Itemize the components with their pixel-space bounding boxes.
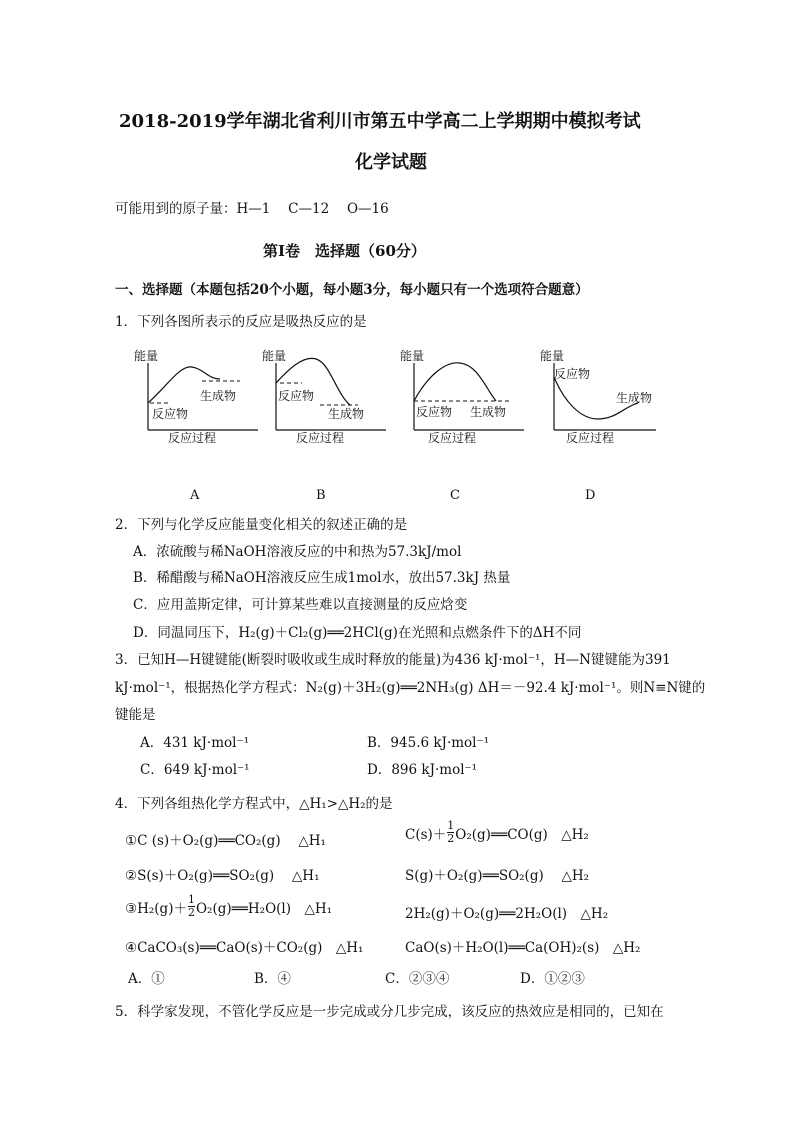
reactant-label: 反应物 (152, 407, 189, 421)
fraction-den: 2 (447, 832, 455, 845)
fraction-num: 1 (187, 893, 195, 906)
option-letter-a: A (190, 488, 200, 503)
option-letter-c: C (450, 488, 460, 503)
fraction-num: 1 (447, 819, 455, 832)
q3-option-c: C．649 kJ·mol⁻¹ (140, 762, 250, 778)
q3-option-d: D．896 kJ·mol⁻¹ (367, 762, 478, 778)
energy-diagram-c (396, 345, 526, 445)
process-label: 反应过程 (566, 431, 615, 445)
q4-row3-left (125, 894, 332, 919)
question-2-stem: 2．下列与化学反应能量变化相关的叙述正确的是 (115, 517, 408, 533)
q4-row2-left: ②S(s)＋O₂(g)══SO₂(g) △H₁ (125, 868, 320, 884)
q4-row1-left: ①C (s)＋O₂(g)══CO₂(g) △H₁ (125, 833, 326, 849)
fraction (188, 894, 195, 919)
q2-option-a: A．浓硫酸与稀NaOH溶液反应的中和热为57.3kJ/mol (133, 544, 462, 560)
fraction (447, 820, 454, 845)
energy-diagram-a (130, 345, 260, 445)
q4-option-d: D．①②③ (520, 971, 585, 987)
question-3-line-2: kJ·mol⁻¹，根据热化学方程式：N₂(g)＋3H₂(g)══2NH₃(g) ΔH＝－92.4 kJ·mol⁻¹。则N≡N键的 (115, 680, 706, 696)
process-label: 反应过程 (296, 431, 345, 445)
q4-option-b: B．④ (254, 971, 291, 987)
product-label: 生成物 (616, 391, 653, 405)
q4-row3-right: 2H₂(g)＋O₂(g)══2H₂O(l) △H₂ (405, 906, 609, 922)
energy-label: 能量 (134, 349, 159, 363)
reactant-label: 反应物 (554, 367, 591, 381)
q3-option-a: A．431 kJ·mol⁻¹ (140, 735, 249, 751)
fraction-den: 2 (187, 906, 195, 919)
q4-row1-right (405, 820, 589, 845)
section-title: 第Ⅰ卷 选择题（60分） (263, 242, 426, 260)
question-3-line-3: 键能是 (115, 707, 156, 723)
q2-option-b: B．稀醋酸与稀NaOH溶液反应生成1mol水，放出57.3kJ 热量 (133, 570, 511, 586)
energy-diagram-b (258, 345, 388, 445)
q4-option-c: C．②③④ (385, 971, 450, 987)
reactant-label: 反应物 (416, 405, 453, 419)
question-4-stem: 4．下列各组热化学方程式中，△H₁>△H₂的是 (115, 796, 393, 812)
q4-row4-right: CaO(s)＋H₂O(l)══Ca(OH)₂(s) △H₂ (405, 940, 641, 956)
q4-row4-left: ④CaCO₃(s)══CaO(s)＋CO₂(g) △H₁ (125, 940, 364, 956)
energy-label: 能量 (262, 349, 287, 363)
q4-row3-left-prefix: ③H₂(g)＋ (125, 900, 187, 917)
energy-label: 能量 (540, 349, 565, 363)
option-letter-b: B (316, 488, 326, 503)
q4-row3-left-suffix: O₂(g)══H₂O(l) △H₁ (195, 900, 333, 917)
q2-option-c: C．应用盖斯定律，可计算某些难以直接测量的反应焓变 (133, 597, 468, 613)
product-label: 生成物 (200, 389, 237, 403)
q3-option-b: B．945.6 kJ·mol⁻¹ (367, 735, 490, 751)
process-label: 反应过程 (168, 431, 217, 445)
part-instructions: 一、选择题（本题包括20个小题，每小题3分，每小题只有一个选项符合题意） (115, 282, 589, 298)
q4-option-a: A．① (128, 971, 165, 987)
energy-label: 能量 (400, 349, 425, 363)
exam-title: 2018-2019学年湖北省利川市第五中学高二上学期期中模拟考试 (119, 111, 641, 132)
product-label: 生成物 (328, 407, 365, 421)
reactant-label: 反应物 (278, 389, 315, 403)
q2-option-d: D．同温同压下，H₂(g)＋Cl₂(g)══2HCl(g)在光照和点燃条件下的ΔH不同 (133, 625, 582, 641)
question-5-stem: 5．科学家发现，不管化学反应是一步完成或分几步完成，该反应的热效应是相同的，已知在 (115, 1004, 664, 1020)
process-label: 反应过程 (428, 431, 477, 445)
question-3-line-1: 3．已知H—H键键能(断裂时吸收或生成时释放的能量)为436 kJ·mol⁻¹，H—N键键能为391 (115, 652, 671, 668)
atomic-mass-line: 可能用到的原子量：H—1 C—12 O—16 (115, 201, 389, 217)
q4-row1-right-prefix: C(s)＋ (405, 826, 447, 843)
exam-subtitle: 化学试题 (355, 152, 427, 173)
energy-curve (414, 363, 496, 401)
question-1-stem: 1．下列各图所表示的反应是吸热反应的是 (115, 314, 367, 330)
energy-diagram-d (536, 345, 666, 445)
q4-row1-right-suffix: O₂(g)══CO(g) △H₂ (455, 826, 589, 843)
q4-row2-right: S(g)＋O₂(g)══SO₂(g) △H₂ (405, 868, 590, 884)
product-label: 生成物 (470, 405, 507, 419)
option-letter-d: D (585, 488, 596, 503)
